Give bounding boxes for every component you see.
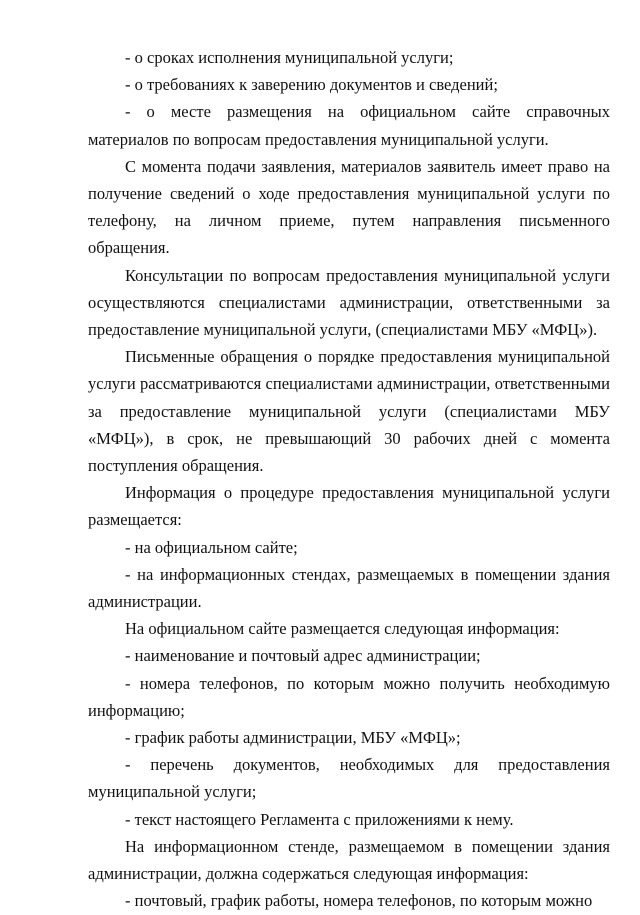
document-page: [88, 44, 610, 915]
paragraph-15: - текст настоящего Регламента с приложениями к нему.: [125, 809, 514, 829]
paragraph-1: - о сроках исполнения муниципальной услуги;: [125, 48, 454, 67]
paragraph-11: - наименование и почтовый адрес администрации;: [125, 646, 481, 666]
paragraph-3: - о месте размещения на официальном сайте справочных материалов по вопросам предоставления муниципальной услуги.: [88, 102, 610, 149]
paragraph-13: - график работы администрации, МБУ «МФЦ»;: [125, 728, 461, 748]
paragraph-7: Информация о процедуре предоставления муниципальной услуги размещается:: [88, 483, 610, 530]
paragraph-17: - почтовый, график работы, номера телефонов, по которым можно: [125, 891, 593, 911]
paragraph-14: - перечень документов, необходимых для предоставления муниципальной услуги;: [88, 755, 610, 802]
paragraph-10: На официальном сайте размещается следующая информация:: [125, 619, 560, 639]
paragraph-8: - на официальном сайте;: [125, 537, 298, 557]
paragraph-6: Письменные обращения о порядке предоставления муниципальной услуги рассматриваются специалистами администрации, ответственными за предоставление муниципальной услуги (специалистами МБУ «МФЦ»), в срок, не превышающий 30 рабочих дней с момента поступления обращения.: [88, 347, 610, 476]
paragraph-9: - на информационных стендах, размещаемых в помещении здания администрации.: [88, 564, 610, 612]
paragraph-4: С момента подачи заявления, материалов заявитель имеет право на получение сведений о ходе предоставления муниципальной услуги по телефону, на личном приеме, путем направления письменного обращения.: [88, 156, 610, 258]
paragraph-5: Консультации по вопросам предоставления муниципальной услуги осуществляются специалистами администрации, ответственными за предоставление муниципальной услуги, (специалистами МБУ «МФЦ»).: [88, 265, 610, 340]
paragraph-12: - номера телефонов, по которым можно получить необходимую информацию;: [88, 673, 610, 720]
paragraph-16: На информационном стенде, размещаемом в помещении здания администрации, должна содержаться следующая информация:: [88, 836, 610, 884]
paragraph-2: - о требованиях к заверению документов и сведений;: [125, 75, 498, 95]
